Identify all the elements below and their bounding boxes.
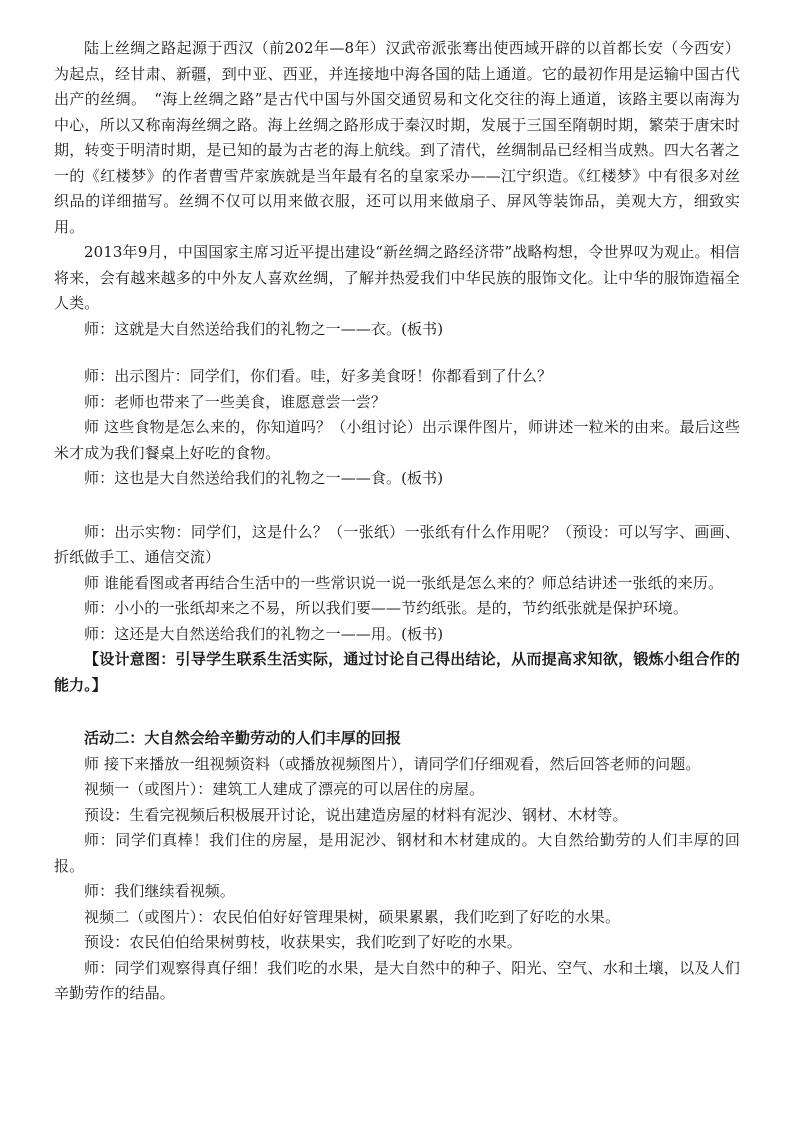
paragraph-teacher-rice-origin: 师 这些食物是怎么来的，你知道吗？（小组讨论）出示课件图片，师讲述一粒米的由来。最后这些米才成为我们餐桌上好吃的食物。 <box>54 418 740 462</box>
paragraph-teacher-save-paper: 师：小小的一张纸却来之不易，所以我们要——节约纸张。是的，节约纸张就是保护环境。 <box>84 599 689 617</box>
paragraph-teacher-continue: 师：我们继续看视频。 <box>84 882 236 900</box>
paragraph-video-two: 视频二（或图片）：农民伯伯好好管理果树，硕果累累，我们吃到了好吃的水果。 <box>84 907 621 926</box>
paragraph-new-silk-road: 2013年9月，中国国家主席习近平提出建设“新丝绸之路经济带”战略构想，令世界叹为观止。相信将来，会有越来越多的中外友人喜欢丝绸，了解并热爱我们中华民族的服饰文化。让中华的服饰造福全人类。 <box>54 243 740 312</box>
paragraph-video-one: 视频一（或图片）：建筑工人建成了漂亮的可以居住的房屋。 <box>84 780 485 798</box>
paragraph-play-video: 师 接下来播放一组视频资料（或播放视频图片），请同学们仔细观看，然后回答老师的问题。 <box>84 754 701 773</box>
paragraph-teacher-taste-food: 师：老师也带来了一些美食，谁愿意尝一尝？ <box>84 392 387 411</box>
paragraph-teacher-food: 师：这也是大自然送给我们的礼物之一——食。(板书) <box>84 469 444 487</box>
paragraph-teacher-house: 师：同学们真棒！我们住的房屋，是用泥沙、钢材和木材建成的。大自然给勤劳的人们丰厚的回报。 <box>54 831 740 875</box>
paragraph-teacher-show-food: 师：出示图片：同学们，你们看。哇，好多美食呀！你都看到了什么？ <box>84 367 553 385</box>
blank-line <box>54 342 740 364</box>
paragraph-teacher-clothing: 师：这就是大自然送给我们的礼物之一——衣。(板书) <box>84 319 444 338</box>
paragraph-teacher-fruit: 师：同学们观察得真仔细！我们吃的水果，是大自然中的种子、阳光、空气、水和土壤，以及人们辛勤劳作的结晶。 <box>54 958 740 1002</box>
design-intent-note: 【设计意图：引导学生联系生活实际，通过讨论自己得出结论，从而提高求知欲，锻炼小组合作的能力。】 <box>54 650 740 694</box>
blank-line <box>54 492 740 520</box>
activity-two-heading: 活动二：大自然会给辛勤劳动的人们丰厚的回报 <box>84 729 402 747</box>
paragraph-teacher-show-paper: 师：出示实物：同学们，这是什么？（一张纸）一张纸有什么作用呢？（预设：可以写字、画画、折纸做手工、通信交流） <box>54 522 740 566</box>
paragraph-teacher-paper-origin: 师 谁能看图或者再结合生活中的一些常识说一说一张纸是怎么来的？师总结讲述一张纸的来历。 <box>84 573 724 592</box>
blank-line <box>54 698 740 726</box>
paragraph-teacher-use: 师：这还是大自然送给我们的礼物之一——用。(板书) <box>84 624 444 643</box>
paragraph-preset-two: 预设：农民伯伯给果树剪枝，收获果实，我们吃到了好吃的水果。 <box>84 933 522 951</box>
paragraph-preset-one: 预设：生看完视频后积极展开讨论，说出建造房屋的材料有泥沙、钢材、木材等。 <box>84 805 628 824</box>
paragraph-silk-road-history: 陆上丝绸之路起源于西汉（前202年—8年）汉武帝派张骞出使西域开辟的以首都长安（今西安）为起点，经甘肃、新疆，到中亚、西亚，并连接地中海各国的陆上通道。它的最初作用是运输中国古代出产的丝绸。 “海上丝绸之路”是古代中国与外国交通贸易和文化交往的海上通道，该路主要以南海为中心，所以又称南海丝绸之路。海上丝绸之路形成于秦汉时期，发展于三国至隋朝时期，繁荣于唐宋时期，转变于明清时期，是已知的最为古老的海上航线。到了清代，丝绸制品已经相当成熟。四大名著之一的《红楼梦》的作者曹雪芹家族就是当年最有名的皇家采办——江宁织造。《红楼梦》中有很多对丝织品的详细描写。丝绸不仅可以用来做衣服，还可以用来做扇子、屏风等装饰品，美观大方，细致实用。 <box>54 39 740 236</box>
